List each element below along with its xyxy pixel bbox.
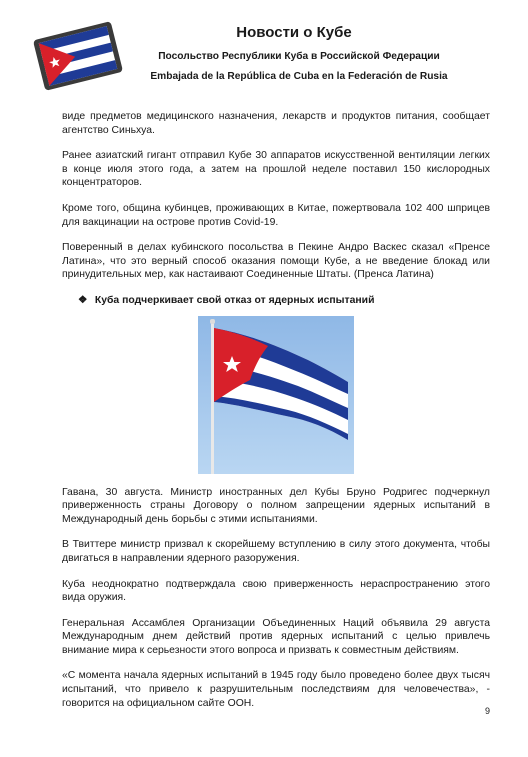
page-title: Новости о Кубе bbox=[236, 24, 352, 41]
article-body bbox=[62, 110, 490, 722]
paragraph: Гавана, 30 августа. Министр иностранных дел Кубы Бруно Родригес подчеркнул приверженность страны Договору о полном запрещении ядерных испытаний в Международный день борьбы с этими испытаниями. bbox=[62, 486, 490, 525]
page-number: 9 bbox=[484, 706, 490, 716]
paragraph: Генеральная Ассамблея Организации Объединенных Наций объявила 29 августа Международным днем действий против ядерных испытаний с целью привлечь внимание мира к серьезности этого вопроса и призвать к совместным действиям. bbox=[62, 617, 490, 656]
section-heading-text: Куба подчеркивает свой отказ от ядерных испытаний bbox=[94, 294, 375, 306]
diamond-bullet-icon: ❖ bbox=[78, 294, 88, 306]
paragraph: Куба неоднократно подтверждала свою приверженность нераспространению этого вида оружия. bbox=[62, 578, 490, 604]
embassy-name-es: Embajada de la República de Cuba en la Federación de Rusia bbox=[150, 71, 448, 82]
paragraph: Поверенный в делах кубинского посольства в Пекине Андро Васкес сказал «Пренсе Латина», что это верный способ оказания помощи Кубе, а не введение блокад или принудительных мер, как настаивают Соединенные Штаты. (Пренса Латина) bbox=[62, 242, 490, 281]
embassy-name-ru: Посольство Республики Куба в Российской Федерации bbox=[158, 51, 440, 62]
paragraph: Кроме того, община кубинцев, проживающих в Китае, пожертвовала 102 400 шприцев для вакцинации на острове против Covid-19. bbox=[62, 202, 490, 228]
cuban-flag-photo bbox=[198, 316, 354, 474]
page-header bbox=[120, 24, 508, 82]
section-heading bbox=[78, 294, 490, 308]
paragraph: Ранее азиатский гигант отправил Кубе 30 аппаратов искусственной вентиляции легких в конце июля этого года, а затем на прошлой неделе поставил 150 кислородных концентраторов. bbox=[62, 150, 490, 189]
paragraph: В Твиттере министр призвал к скорейшему вступлению в силу этого документа, чтобы двигаться в направлении ядерного разоружения. bbox=[62, 539, 490, 564]
paragraph: виде предметов медицинского назначения, лекарств и продуктов питания, сообщает агентство Синьхуа. bbox=[62, 111, 490, 136]
paragraph: «С момента начала ядерных испытаний в 1945 году было проведено более двух тысяч испытаний, что привело к разрушительным последствиям для человечества», - говорится на официальном сайте ООН. bbox=[62, 670, 490, 709]
